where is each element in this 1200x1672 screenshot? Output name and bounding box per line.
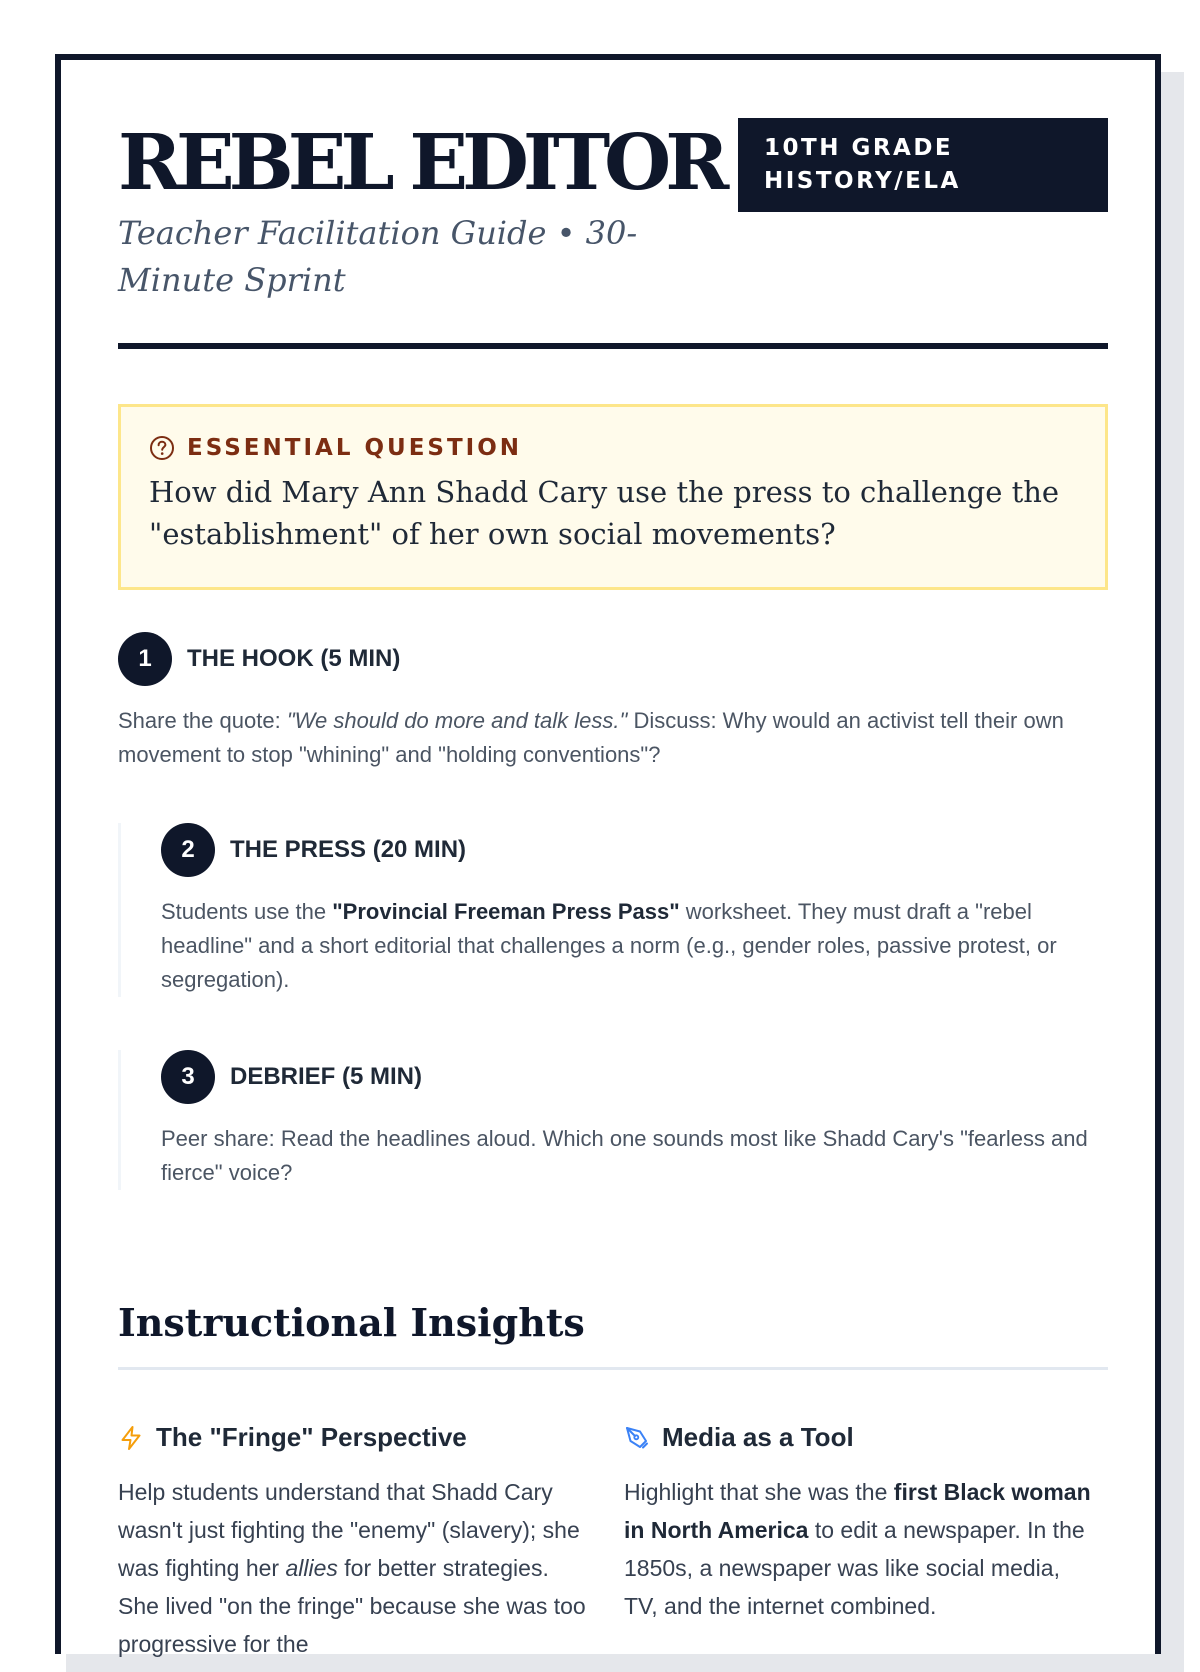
step-title: THE HOOK (5 MIN) [187,645,401,672]
insight-body-text: Help students understand that Shadd Cary wasn't just fighting the "enemy" (slavery); she was fighting her [118,1479,580,1581]
step-number-badge: 2 [161,823,215,877]
step-header [161,823,1111,877]
guide-card [55,54,1161,1657]
step-header [161,1050,1111,1104]
insight-heading: Media as a Tool [662,1422,854,1452]
insights-divider [118,1367,1108,1370]
insight-heading: The "Fringe" Perspective [156,1422,467,1452]
question-circle-icon [149,435,175,461]
insight-heading-row [118,1422,588,1453]
insight-body-text: for better strategies. She lived "on the fringe" because she was too progressive for the [118,1555,586,1657]
insight-body-text: Highlight that she was the [624,1479,888,1505]
page-title: REBEL EDITOR [118,118,724,208]
insight-fringe-perspective [118,1422,588,1663]
step-body-text: Discuss: Why would an activist tell their own movement to stop "whining" and "holding conventions"? [118,708,1064,767]
insight-emphasis: allies [285,1555,338,1581]
step-hook [118,632,1108,772]
grade-badge: 10TH GRADE HISTORY/ELA [738,118,1108,212]
step-title: DEBRIEF (5 MIN) [230,1063,422,1090]
insight-body [118,1473,588,1663]
step-debrief [118,1050,1111,1190]
step-body [118,704,1108,772]
step-title: THE PRESS (20 MIN) [230,836,467,863]
essential-question-label-row [149,435,1077,461]
step-quote: "We should do more and talk less." [286,708,628,733]
header [118,118,1108,348]
step-header [118,632,1108,686]
pen-nib-icon [624,1425,650,1451]
step-number-badge: 3 [161,1050,215,1104]
step-body-text: worksheet. They must draft a "rebel headline" and a short editorial that challenges a norm (e.g., gender roles, passive protest, or segregation). [161,899,1057,992]
lightning-bolt-icon [118,1425,144,1451]
header-divider [118,343,1108,349]
insights-title: Instructional Insights [118,1300,585,1345]
essential-question-text: How did Mary Ann Shadd Cary use the press to challenge the "establishment" of her own social movements? [149,475,1060,551]
step-body [161,895,1111,997]
insight-highlight: first Black woman in North America [624,1479,1091,1543]
insight-body [624,1473,1094,1625]
step-body-text: Students use the [161,899,327,924]
page-subtitle: Teacher Facilitation Guide • 30-Minute Sprint [118,214,638,299]
step-body-text: Share the quote: [118,708,281,733]
step-body: Peer share: Read the headlines aloud. Which one sounds most like Shadd Cary's "fearless and fierce" voice? [161,1126,1088,1185]
insight-body-text: to edit a newspaper. In the 1850s, a newspaper was like social media, TV, and the internet combined. [624,1517,1085,1619]
essential-question-label: ESSENTIAL QUESTION [187,435,523,461]
essential-question-box [118,404,1108,590]
step-number-badge: 1 [118,632,172,686]
worksheet-name: "Provincial Freeman Press Pass" [332,899,680,924]
step-press [118,823,1111,997]
insight-heading-row [624,1422,1094,1453]
insight-media-as-tool [624,1422,1094,1625]
